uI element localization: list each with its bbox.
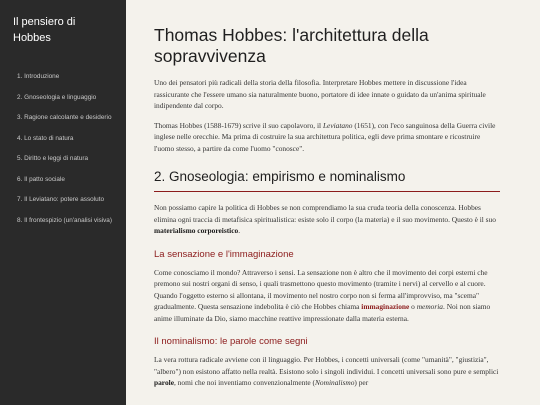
intro-paragraph-1: Uno dei pensatori più radicali della storia della filosofia. Interpretare Hobbes mettere in discussione l'idea rassicurante che l'essere umano sia naturalmente buono, portatore di idee innate o guidato da un'anima spirituale indipendente dal corpo. [154,78,486,110]
parole-term: parole [154,378,174,387]
sensazione-paragraph [154,267,500,325]
text-run: La vera rottura radicale avviene con il linguaggio. Per Hobbes, i concetti universali (come "umanità", "giustizia", "albero") non esistono affatto nella realtà. Esistono solo i singoli individui. I concetti universali sono pure e semplici [154,355,499,376]
text-run: Come conosciamo il mondo? Attraverso i sensi. La sensazione non è altro che il movimento dei corpi esterni che premono sui nostri organi di senso, i quali trasmettono questo movimento (tramite i nervi) al cervello e al cuore. Quando l'oggetto esterno si allontana, il movimento nel nostro corpo non si ferma all'improvviso, ma "scema" gradualmente. Questa sensazione indebolita è ciò che Hobbes chiama [154,267,488,311]
text-run: Thomas Hobbes (1588-1679) scrive il suo capolavoro, il [154,120,323,130]
text-run: . [238,226,241,235]
text-run: (1651), con l'eco sanguinosa della Guerra civile inglese nelle orecchie. Ma prima di costruire la sua architettura politica, egli deve prima smontare e ricostruire l'uomo stesso, a partire da come l'uomo "conosce". [154,120,496,153]
toc-item-introduzione[interactable]: 1. Introduzione [17,73,60,80]
toc-item-leviatano[interactable]: 7. Il Leviatano: potere assoluto [17,196,105,203]
text-run: Non possiamo capire la politica di Hobbes se non comprendiamo la sua cruda teoria della conoscenza. Hobbes elimina ogni traccia di metafisica spiritualistica: esiste solo il corpo (la materia) e il suo movimento. Questo è il suo [154,203,496,224]
nominalismo-em: Nominalismo [314,378,355,387]
toc-item-frontespizio[interactable]: 8. Il frontespizio (un'analisi visiva) [17,216,112,224]
sidebar [0,0,126,405]
subheading-nominalismo: Il nominalismo: le parole come segni [154,336,308,347]
text-run: o [409,302,417,311]
toc-item-patto-sociale[interactable]: 6. Il patto sociale [17,175,65,183]
table-of-contents [13,72,116,226]
intro-paragraph-2 [154,120,500,155]
toc-item-ragione[interactable]: 3. Ragione calcolante e desiderio [17,114,112,121]
text-run: . Noi non siamo anime illuminate da Dio, siamo macchine reattive impressionate dalla materia esterna. [154,302,491,323]
section2-paragraph-1 [154,202,500,237]
page-title: Thomas Hobbes: l'architettura della sopravvivenza [154,25,429,66]
materialismo-term: materialismo corporeistico [154,226,239,235]
text-run: , nomi che noi inventiamo convenzionalmente ( [173,378,315,387]
sidebar-title: Il pensiero di Hobbes [13,16,76,44]
nominalismo-paragraph [154,354,500,389]
toc-item-diritto[interactable]: 5. Diritto e leggi di natura [17,155,89,162]
immaginazione-term: immaginazione [361,302,410,311]
memoria-em: memoria [416,302,443,311]
subheading-sensazione: La sensazione e l'immaginazione [154,248,294,260]
toc-item-stato-di-natura[interactable]: 4. Lo stato di natura [17,134,74,142]
section-heading-gnoseologia: 2. Gnoseologia: empirismo e nominalismo [154,168,500,192]
text-run: ) per [354,378,369,387]
main-content [126,0,540,405]
leviatano-title-em: Leviatano [322,120,353,130]
toc-item-gnoseologia[interactable]: 2. Gnoseologia e linguaggio [17,93,97,101]
